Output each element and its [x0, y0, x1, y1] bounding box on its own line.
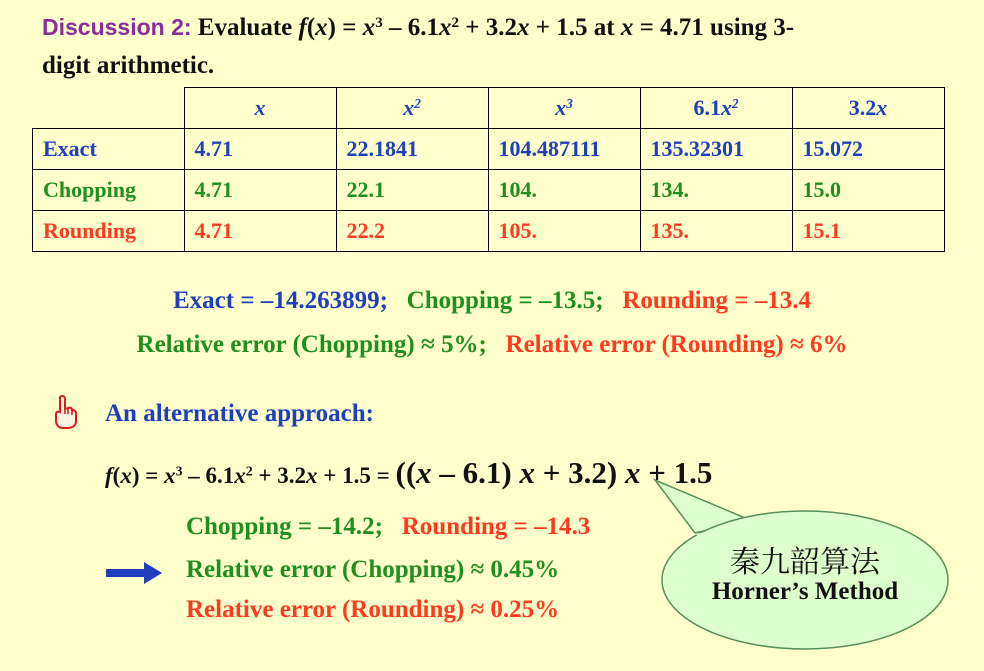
table-cell: 104.487111: [488, 129, 640, 170]
summary-relative-errors: [0, 331, 984, 359]
rel-error-chopping: Relative error (Chopping) ≈ 5%;: [136, 331, 487, 358]
chopping-result: Chopping = –13.5;: [406, 287, 604, 314]
callout-chinese-title: 秦九韶算法: [730, 545, 880, 580]
discussion-label: Discussion 2:: [42, 14, 192, 40]
empty-corner-cell: [33, 88, 185, 129]
table-cell: 135.32301: [640, 129, 792, 170]
table-cell: 15.072: [792, 129, 944, 170]
table-cell: 105.: [488, 211, 640, 252]
exact-result: Exact = –14.263899;: [173, 287, 388, 314]
header-3-2-x: 3.2x: [792, 88, 944, 129]
table-cell: 4.71: [184, 129, 336, 170]
table-cell: 134.: [640, 170, 792, 211]
callout-english-title: Horner’s Method: [711, 578, 899, 605]
table-row-chopping: [33, 170, 945, 211]
table-cell: 135.: [640, 211, 792, 252]
table-cell: 4.71: [184, 170, 336, 211]
header-x-squared: $x^2$: [336, 88, 488, 129]
table-cell: 15.1: [792, 211, 944, 252]
discussion-title: [42, 14, 794, 42]
right-arrow-icon: [106, 562, 162, 584]
horner-rel-error-chopping: Relative error (Chopping) ≈ 0.45%: [186, 556, 560, 583]
table-cell: 22.2: [336, 211, 488, 252]
horner-formula: $f(x) = x^3 - 6.1x^2 + 3.2x + 1.5 = ((x - 6.1) x + 3.2) x + 1.5$: [105, 455, 713, 490]
summary-results: [0, 287, 984, 315]
header-6-1-x-squared: $6.1x^2$: [640, 88, 792, 129]
title-text: Evaluate $f(x) = x^3 - 6.1x^2 + 3.2x + 1.5$ at x = 4.71 using 3-: [197, 14, 795, 41]
horner-chopping: Chopping = –14.2;: [186, 513, 383, 540]
table-cell: 22.1841: [336, 129, 488, 170]
table-header-row: [33, 88, 945, 129]
rounding-result: Rounding = –13.4: [622, 287, 811, 314]
table-row-exact: [33, 129, 945, 170]
row-label: Chopping: [33, 170, 185, 211]
row-label: Exact: [33, 129, 185, 170]
header-x-cubed: $x^3$: [488, 88, 640, 129]
arithmetic-table: [32, 87, 945, 252]
rel-error-rounding: Relative error (Rounding) ≈ 6%: [505, 331, 848, 358]
hand-pointing-icon: [52, 395, 78, 437]
table-cell: 4.71: [184, 211, 336, 252]
table-cell: 104.: [488, 170, 640, 211]
nested-form: ((x – 6.1) x + 3.2) x + 1.5: [395, 455, 713, 490]
table-row-rounding: [33, 211, 945, 252]
horner-results: [186, 513, 590, 541]
alternative-heading: An alternative approach:: [105, 400, 374, 427]
horner-rel-error-rounding: Relative error (Rounding) ≈ 0.25%: [186, 596, 560, 623]
title-continuation: digit arithmetic.: [42, 52, 215, 79]
table-cell: 15.0: [792, 170, 944, 211]
row-label: Rounding: [33, 211, 185, 252]
table-cell: 22.1: [336, 170, 488, 211]
header-x: x: [184, 88, 336, 129]
horner-rounding: Rounding = –14.3: [401, 513, 591, 540]
